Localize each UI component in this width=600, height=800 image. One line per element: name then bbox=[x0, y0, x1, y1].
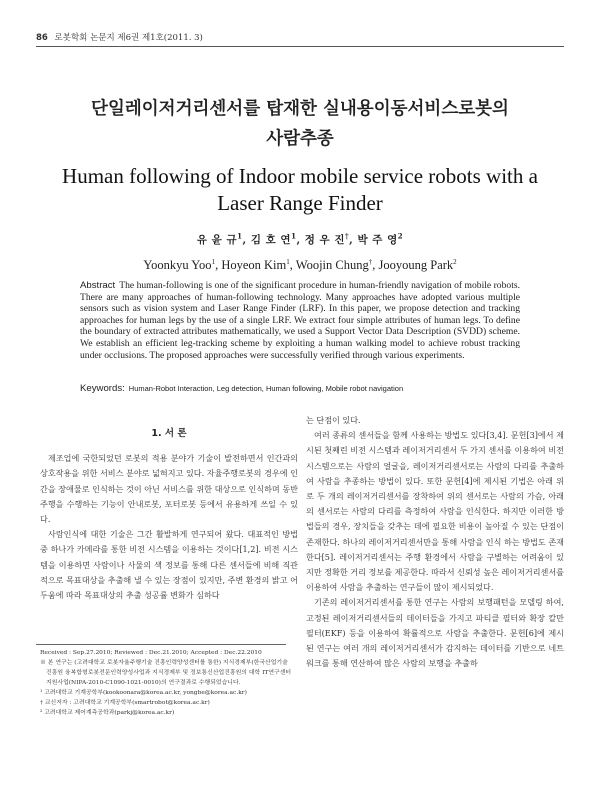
keywords-text: Human-Robot Interaction, Leg detection, Human following, Mobile robot navigation bbox=[128, 384, 404, 393]
section-heading-introduction: 1. 서 론 bbox=[151, 428, 187, 439]
footnote-rule bbox=[36, 644, 286, 645]
authors-english bbox=[0, 258, 600, 273]
keywords bbox=[80, 383, 540, 394]
author-ko: 박 주 영$^2$ bbox=[357, 231, 404, 246]
title-english-line1: Human following of Indoor mobile service robots with a bbox=[62, 164, 538, 188]
authors-korean bbox=[0, 232, 600, 247]
abstract-label: Abstract bbox=[80, 280, 116, 291]
received-dates: Received : Sep.27.2010; Reviewed : Dec.21.2010; Accepted : Dec.22.2010 bbox=[40, 650, 262, 656]
author-en: Yoonkyu Yoo$^1$, bbox=[143, 257, 222, 272]
acknowledgement: ※ 본 연구는 (고려대학교 로봇자율주행기술 진흥인력양성센터를 통한) 지식경제부(한국산업기술진흥원 융복합형로봇전문인력양성사업과 지식경제부 및 정보통신산업진흥원의 대학 IT연구센터 지원사업(NIPA-2010-C1090-1021-0010)의 연구결과로 수행되었습니다. bbox=[40, 660, 292, 686]
footnotes bbox=[40, 648, 292, 718]
title-korean bbox=[40, 94, 560, 154]
title-korean-line1: 단일레이저거리센서를 탑재한 실내용이동서비스로봇의 bbox=[91, 99, 509, 119]
title-english-line2: Laser Range Finder bbox=[217, 191, 383, 215]
paragraph: 는 단점이 있다. bbox=[306, 415, 361, 425]
abstract bbox=[80, 280, 520, 361]
author-ko: 정 우 진†, bbox=[304, 231, 358, 246]
author-en: Hoyeon Kim$^1$, bbox=[221, 257, 296, 272]
header-rule bbox=[36, 46, 564, 47]
paragraph: 여러 종류의 센서들을 함께 사용하는 방법도 있다[3,4]. 문헌[3]에서 제시된 첫째린 비전 시스템과 레이저거리센서 두 가지 센서를 이용하여 비전 시스템으로는 사람의 얼굴을, 레이저거리센서로는 사람의 다리를 추출하여 사람을 추종하는 방법이 있다. 또한 문헌[4]에 제시된 기법은 아래 위로 두 개의 레이저거리센서를 장착하여 위의 센서로는 사람의 가슴, 아래의 센서로는 사람의 다리를 측정하여 사람을 인식한다. 하지만 이러한 방법들의 경우, 장치들을 갖추는 데에 필요한 비용이 높아질 수 있는 단점이 존재한다. 하나의 레이저거리센서만을 통해 사람을 인식 하는 방법도 존재한다[5]. 레이저거리센서는 주행 환경에서 사람을 구별하는 어려움이 있지만 정확한 거리 정보를 제공한다. 따라서 신뢰성 높은 레이저거리센서를 이용하여 사람을 추출하는 연구들이 많이 제시되었다. bbox=[306, 430, 564, 593]
author-ko: 유 윤 규$^1$, bbox=[196, 231, 251, 246]
author-en: Woojin Chung†, bbox=[295, 257, 379, 272]
journal-name: 로봇학회 논문지 제6권 제1호(2011. 3) bbox=[54, 33, 203, 43]
footnote-affiliation-2: ² 고려대학교 제어계측공학과(parkj@korea.ac.kr) bbox=[40, 710, 175, 716]
keywords-label: Keywords: bbox=[80, 383, 125, 394]
right-column bbox=[306, 413, 564, 671]
title-korean-line2: 사람추종 bbox=[266, 129, 334, 149]
page-number: 86 bbox=[36, 33, 48, 43]
paragraph: 사람인식에 대한 기술은 그간 활발하게 연구되어 왔다. 대표적인 방법 중 하나가 카메라를 통한 비전 시스템을 이용하는 것이다[1,2]. 비전 시스템을 이용하면 사람이나 사물의 색 정보를 통해 다른 센서들에 비해 직관적으로 목표대상을 추출해 낼 수 있는 장점이 있지만, 주변 환경의 밝고 어두움에 따라 목표대상의 추출 성공률 변화가 심하다 bbox=[40, 529, 298, 601]
author-en: Jooyoung Park$^2$ bbox=[378, 257, 457, 272]
abstract-text: The human-following is one of the significant procedure in human-friendly navigation of mobile robots. There are many approaches of human-following technology. Many approaches have adopted various multiple sensors such as vision system and Laser Range Finder (LRF). In this paper, we propose detection and tracking approaches for human legs by the use of a single LRF. We extract four simple attributes of human legs. To define the boundary of extracted attributes mathematically, we used a Support Vector Data Description (SVDD) scheme. We establish an efficient leg-tracking scheme by exploiting a human walking model to achieve robust tracking under occlusions. The proposed approaches were successfully verified through various experiments. bbox=[80, 280, 520, 361]
footnote-corresponding-author: † 교신저자 : 고려대학교 기계공학부(smartrobot@korea.ac.kr) bbox=[40, 700, 210, 706]
paragraph: 제조업에 국한되었던 로봇의 적용 분야가 기술이 발전하면서 인간과의 상호작용을 위한 서비스 분야로 넓혀지고 있다. 자율주행로봇의 경우에 인간을 장애물로 인식하는 것이 아닌 서비스를 위한 대상으로 인식하며 동반 주행을 수행하는 기능이 안내로봇, 포터로봇 등에서 유용하게 쓰일 수 있다. bbox=[40, 453, 298, 525]
paragraph: 기존의 레이저거리센서를 통한 연구는 사람의 보행패턴을 모델링 하여, 고정된 레이저거리센서들의 데이터들을 가지고 파티클 필터와 확장 칼만 필터(EKF) 등을 이용하여 확률적으로 사람을 추출한다. 문헌[6]에 제시된 연구는 여러 개의 레이저거리센서가 감지하는 데이터를 기반으로 네트워크를 통해 연산하여 많은 사람의 보행을 추출하 bbox=[306, 597, 564, 669]
footnote-affiliation-1: ¹ 고려대학교 기계공학부(kookoonara@korea.ac.kr, yongbe@korea.ac.kr) bbox=[40, 690, 247, 696]
left-column bbox=[40, 420, 298, 603]
running-header bbox=[36, 31, 203, 43]
author-ko: 김 호 연$^1$, bbox=[250, 231, 305, 246]
title-english bbox=[30, 163, 570, 217]
